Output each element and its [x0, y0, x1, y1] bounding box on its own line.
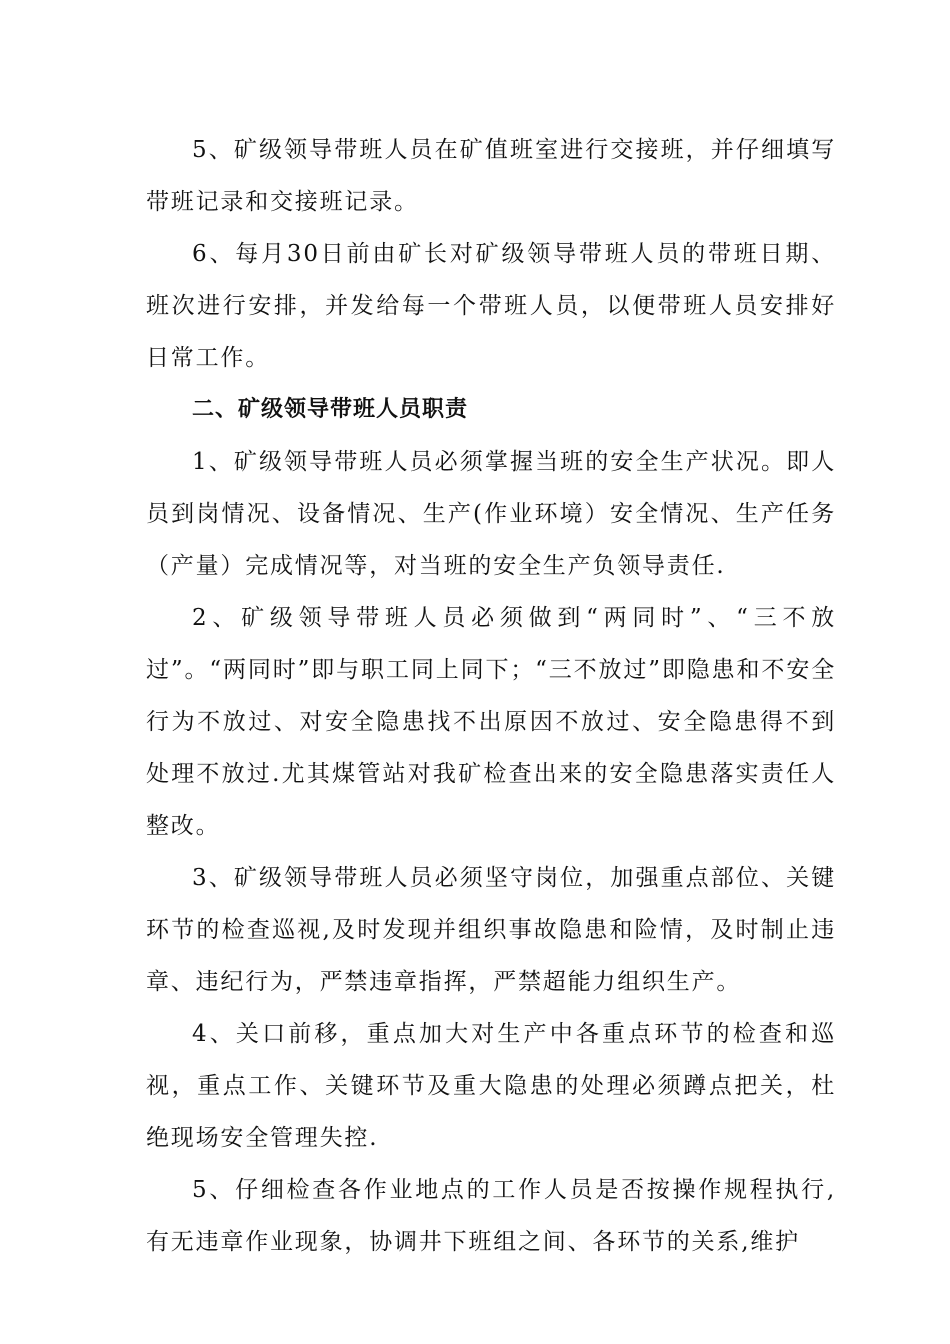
paragraph-duty-4: 4、关口前移，重点加大对生产中各重点环节的检查和巡视，重点工作、关键环节及重大隐患的处理必须蹲点把关，杜绝现场安全管理失控.	[146, 1021, 836, 1151]
section-heading-duties: 二、矿级领导带班人员职责	[192, 397, 469, 422]
paragraph-duty-3: 3、矿级领导带班人员必须坚守岗位，加强重点部位、关键环节的检查巡视,及时发现并组织事故隐患和险情，及时制止违章、违纪行为，严禁违章指挥，严禁超能力组织生产。	[146, 865, 836, 995]
paragraph-handover-record: 5、矿级领导带班人员在矿值班室进行交接班，并仔细填写带班记录和交接班记录。	[146, 137, 836, 215]
paragraph-monthly-schedule: 6、每月30日前由矿长对矿级领导带班人员的带班日期、班次进行安排，并发给每一个带班人员，以便带班人员安排好日常工作。	[146, 241, 836, 371]
document-body	[146, 124, 836, 1268]
paragraph-duty-2: 2、矿级领导带班人员必须做到“两同时”、“三不放过”。“两同时”即与职工同上同下；“三不放过”即隐患和不安全行为不放过、对安全隐患找不出原因不放过、安全隐患得不到处理不放过.尤其煤管站对我矿检查出来的安全隐患落实责任人整改。	[146, 605, 836, 839]
paragraph-duty-1: 1、矿级领导带班人员必须掌握当班的安全生产状况。即人员到岗情况、设备情况、生产(作业环境）安全情况、生产任务（产量）完成情况等，对当班的安全生产负领导责任.	[146, 449, 836, 579]
paragraph-duty-5: 5、仔细检查各作业地点的工作人员是否按操作规程执行,有无违章作业现象，协调井下班组之间、各环节的关系,维护	[146, 1177, 836, 1255]
